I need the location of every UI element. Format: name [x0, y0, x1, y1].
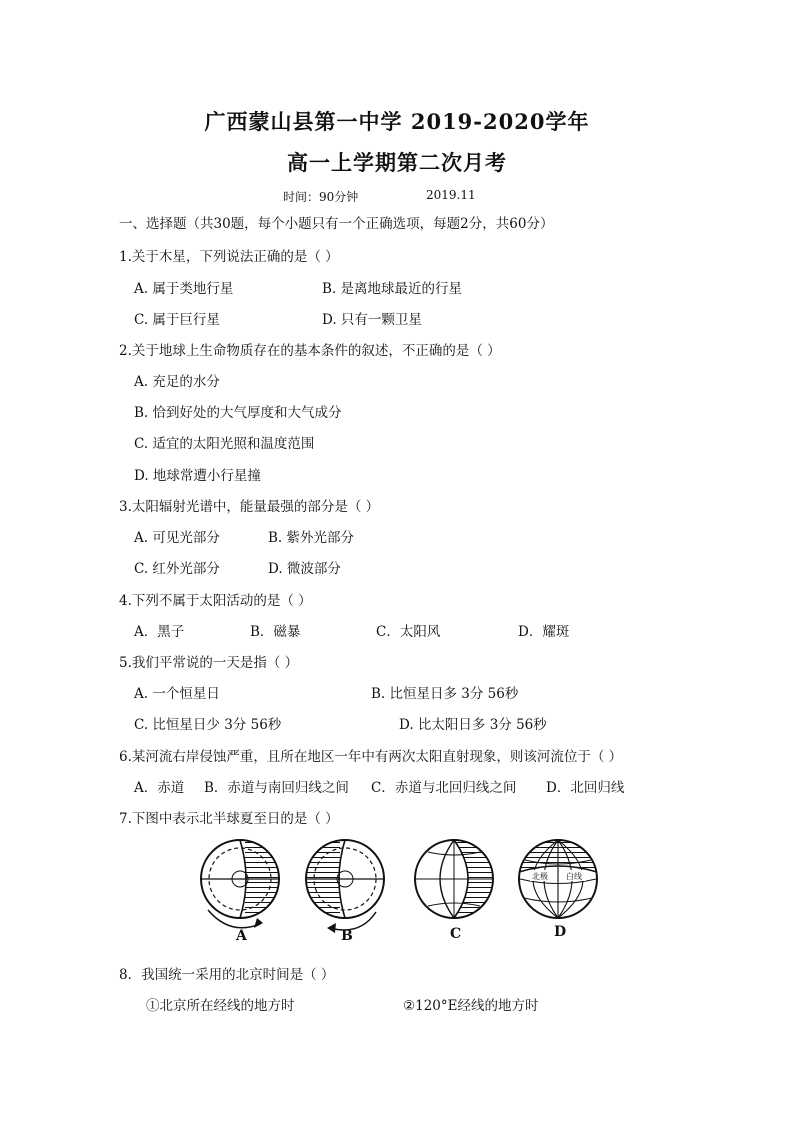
question-2-stem: 2.关于地球上生命物质存在的基本条件的叙述，不正确的是（ ）	[119, 343, 501, 359]
question-7-globes-figure	[190, 832, 620, 947]
question-7-stem: 7.下图中表示北半球夏至日的是（ ）	[119, 811, 339, 827]
section-heading: 一、选择题（共30题，每个小题只有一个正确选项，每题2分，共60分）	[119, 216, 554, 232]
question-2-option-b: B. 恰到好处的大气厚度和大气成分	[134, 405, 342, 421]
question-4-option-d: D．耀斑	[518, 624, 570, 640]
globe-d-label-line: 白线	[566, 872, 582, 881]
exam-date: 2019.11	[426, 188, 476, 202]
question-3-option-d: D. 微波部分	[268, 561, 341, 577]
question-1-option-d: D. 只有一颗卫星	[322, 312, 422, 328]
globe-d	[519, 832, 597, 918]
question-5-stem: 5.我们平常说的一天是指（ ）	[119, 655, 299, 671]
globe-b	[306, 840, 384, 933]
question-8-option-1: ①北京所在经线的地方时	[146, 998, 295, 1014]
question-5-option-a: A. 一个恒星日	[134, 686, 220, 702]
question-6-stem: 6.某河流右岸侵蚀严重，且所在地区一年中有两次太阳直射现象，则该河流位于（ ）	[119, 749, 623, 765]
question-1-stem: 1.关于木星，下列说法正确的是（ ）	[119, 249, 339, 265]
question-5-option-d: D. 比太阳日多 3分 56秒	[399, 717, 547, 733]
figure-label-a: A	[236, 928, 247, 944]
question-8-stem: 8．我国统一采用的北京时间是（ ）	[119, 967, 335, 983]
question-3-option-b: B. 紫外光部分	[268, 530, 355, 546]
question-5-option-c: C. 比恒星日少 3分 56秒	[134, 717, 282, 733]
figure-label-b: B	[341, 928, 353, 944]
question-1-option-b: B. 是离地球最近的行星	[322, 281, 463, 297]
question-3-option-c: C. 红外光部分	[134, 561, 220, 577]
question-6-option-a: A．赤道	[134, 780, 185, 796]
question-4-option-c: C．太阳风	[376, 624, 441, 640]
question-3-option-a: A. 可见光部分	[134, 530, 220, 546]
exam-title-line2: 高一上学期第二次月考	[287, 150, 507, 175]
question-1-option-a: A. 属于类地行星	[134, 281, 234, 297]
figure-label-d: D	[554, 924, 567, 940]
question-4-option-b: B．磁暴	[250, 624, 301, 640]
globe-d-label-north: 北极	[532, 872, 548, 881]
question-3-stem: 3.太阳辐射光谱中，能量最强的部分是（ ）	[119, 499, 380, 515]
question-1-option-c: C. 属于巨行星	[134, 312, 220, 328]
question-4-stem: 4.下列不属于太阳活动的是（ ）	[119, 593, 312, 609]
globe-c	[415, 840, 495, 918]
figure-label-c: C	[450, 926, 462, 942]
globe-a	[201, 838, 285, 928]
exam-title-line1: 广西蒙山县第一中学 2019-2020学年	[204, 109, 590, 134]
question-6-option-b: B．赤道与南回归线之间	[204, 780, 349, 796]
question-6-option-c: C．赤道与北回归线之间	[371, 780, 517, 796]
question-8-option-2: ②120°E经线的地方时	[403, 998, 539, 1014]
question-6-option-d: D．北回归线	[546, 780, 625, 796]
question-5-option-b: B. 比恒星日多 3分 56秒	[371, 686, 519, 702]
exam-time-limit: 时间：90分钟	[283, 190, 359, 204]
question-4-option-a: A．黑子	[134, 624, 185, 640]
question-2-option-c: C. 适宜的太阳光照和温度范围	[134, 436, 315, 452]
question-2-option-d: D. 地球常遭小行星撞	[134, 468, 261, 484]
question-2-option-a: A. 充足的水分	[134, 374, 220, 390]
